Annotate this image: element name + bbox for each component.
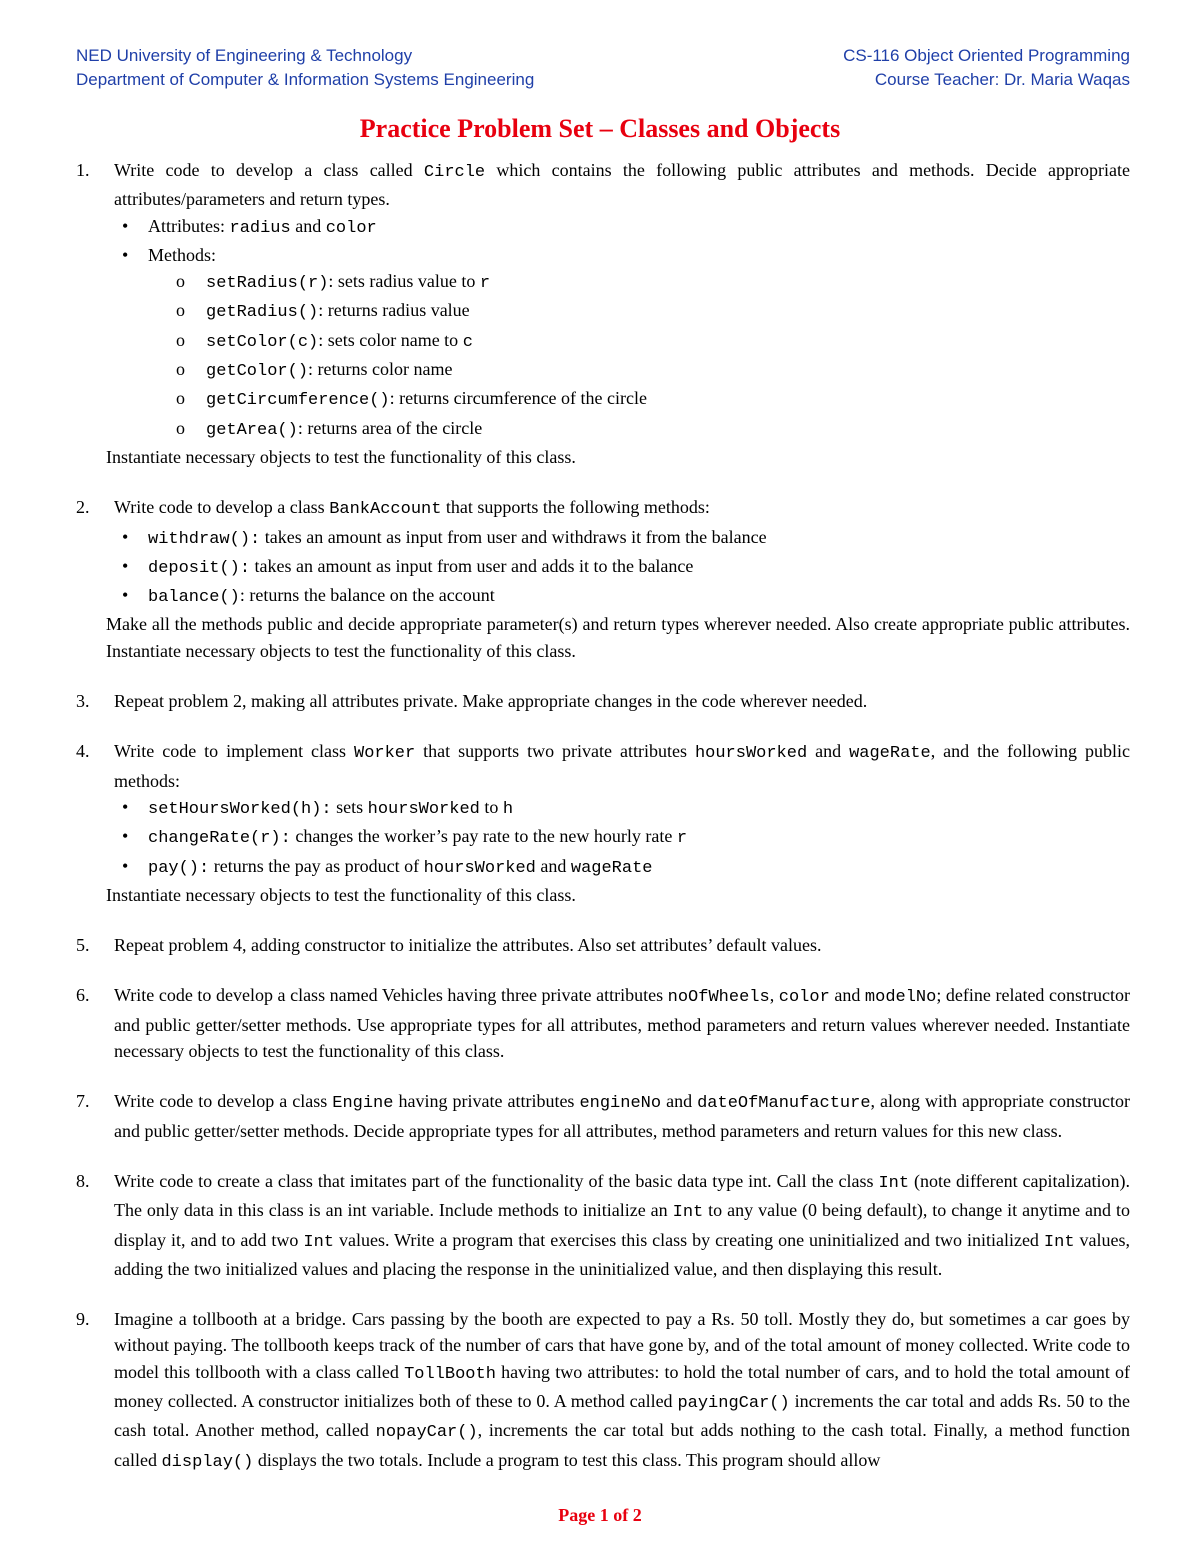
code-identifier: display() <box>161 1452 254 1472</box>
code-identifier: nopayCar() <box>375 1423 478 1443</box>
code-identifier: wageRate <box>570 858 653 878</box>
method-item: o setRadius(r): sets radius value to r <box>176 268 1130 297</box>
code-identifier: color <box>325 218 377 238</box>
problem-number: 3. <box>76 691 90 712</box>
code-identifier: Worker <box>354 744 416 764</box>
code-identifier: Int <box>878 1173 910 1193</box>
problem-text: Write code to develop a class named Vehicles having three private attributes noOfWheels, color and modelNo; define related constructor and public getter/setter methods. Use appropriate types for all attributes, method parameters and return values wherever needed. Instantiate necessary objects to test the functionality of this class. <box>114 985 1130 1062</box>
code-identifier: setHoursWorked(h): <box>148 799 332 819</box>
list-item <box>122 242 1130 444</box>
problem-text: Imagine a tollbooth at a bridge. Cars passing by the booth are expected to pay a Rs. 50 toll. Mostly they do, but sometimes a car goes by without paying. The tollbooth keeps track of the number of cars that have gone by, and of the total amount of money collected. Write code to model this tollbooth with a class called TollBooth having two attributes: to hold the total number of cars, and to hold the total amount of money collected. A constructor initializes both of these to 0. A method called payingCar() increments the car total and adds Rs. 50 to the cash total. Another method, called nopayCar(), increments the car total but adds nothing to the cash total. Finally, a method function called display() displays the two totals. Include a program to test this class. This program should allow <box>114 1309 1131 1472</box>
code-identifier: Int <box>1043 1232 1075 1252</box>
code-identifier: dateOfManufacture <box>697 1094 871 1114</box>
course-name: CS-116 Object Oriented Programming <box>843 46 1130 65</box>
method-item: o getCircumference(): returns circumference of the circle <box>176 385 1130 414</box>
problem-instruction: Instantiate necessary objects to test the functionality of this class. <box>106 884 576 905</box>
problem-number: 8. <box>76 1170 90 1191</box>
code-identifier: BankAccount <box>329 500 442 520</box>
code-identifier: getArea() <box>206 420 298 440</box>
list-item: • Attributes: radius and color <box>122 213 1130 242</box>
problem-number: 6. <box>76 985 90 1006</box>
list-item: • setHoursWorked(h): sets hoursWorked to h <box>122 794 1130 823</box>
problem-7 <box>76 1088 1130 1144</box>
problem-number: 7. <box>76 1091 90 1112</box>
code-identifier: radius <box>229 218 291 238</box>
list-item: • withdraw(): takes an amount as input from user and withdraws it from the balance <box>122 524 1130 553</box>
list-item-label: Methods: <box>148 244 217 265</box>
code-identifier: h <box>502 799 514 819</box>
problem-list <box>76 157 1130 1476</box>
problem-5 <box>76 932 1130 958</box>
attribute-method-list <box>114 213 1130 444</box>
code-identifier: r <box>479 274 491 294</box>
code-identifier: Circle <box>423 163 486 182</box>
code-identifier: Int <box>672 1203 704 1223</box>
code-identifier: deposit(): <box>148 558 251 578</box>
problem-number: 2. <box>76 497 90 518</box>
code-identifier: noOfWheels <box>667 988 770 1008</box>
list-item: • balance(): returns the balance on the account <box>122 582 1130 611</box>
problem-4 <box>76 738 1130 908</box>
problem-number: 9. <box>76 1309 90 1330</box>
problem-text: Repeat problem 4, adding constructor to initialize the attributes. Also set attributes’ default values. <box>114 935 822 956</box>
problem-2 <box>76 494 1130 664</box>
code-identifier: color <box>778 988 830 1008</box>
problem-3 <box>76 688 1130 714</box>
code-identifier: getCircumference() <box>206 391 390 411</box>
problem-number: 4. <box>76 741 90 762</box>
code-identifier: wageRate <box>849 744 931 764</box>
code-identifier: setRadius(r) <box>206 274 329 294</box>
problem-text: Write code to implement class Worker that supports two private attributes hoursWorked and wageRate, and the following public methods: <box>114 741 1131 791</box>
list-item: • pay(): returns the pay as product of hoursWorked and wageRate <box>122 853 1130 882</box>
problem-text: Repeat problem 2, making all attributes private. Make appropriate changes in the code wherever needed. <box>114 691 868 712</box>
problem-text: Write code to create a class that imitates part of the functionality of the basic data type int. Call the class Int (note different capitalization). The only data in this class is an int variable. Include methods to initialize an Int to any value (0 being default), to change it anytime and to display it, and to add two Int values. Write a program that exercises this class by creating one uninitialized and two initialized Int values, adding the two initialized values and placing the response in the uninitialized value, and then displaying this result. <box>114 1170 1131 1279</box>
course-teacher: Course Teacher: Dr. Maria Waqas <box>874 70 1130 89</box>
page-number: Page 1 of 2 <box>558 1505 642 1525</box>
problem-1 <box>76 157 1130 470</box>
code-identifier: withdraw(): <box>148 529 261 549</box>
method-item: o getRadius(): returns radius value <box>176 297 1130 326</box>
code-identifier: engineNo <box>579 1094 662 1114</box>
code-identifier: changeRate(r): <box>148 829 291 849</box>
method-list <box>114 794 1130 882</box>
code-identifier: getRadius() <box>206 303 319 323</box>
problem-instruction: Instantiate necessary objects to test the functionality of this class. <box>106 446 576 467</box>
problem-text: Write code to develop a class Engine having private attributes engineNo and dateOfManufacture, along with appropriate constructor and public getter/setter methods. Decide appropriate types for all attributes, method parameters and return values for this new class. <box>114 1091 1130 1141</box>
header-left <box>76 44 534 92</box>
department-name: Department of Computer & Information Systems Engineering <box>76 70 535 89</box>
method-item: o setColor(c): sets color name to c <box>176 327 1130 356</box>
university-name: NED University of Engineering & Technology <box>76 46 413 65</box>
method-item: o getColor(): returns color name <box>176 356 1130 385</box>
code-identifier: hoursWorked <box>367 799 480 819</box>
method-item: o getArea(): returns area of the circle <box>176 415 1130 444</box>
code-identifier: hoursWorked <box>423 858 536 878</box>
method-list <box>114 524 1130 612</box>
problem-number: 1. <box>76 160 90 180</box>
code-identifier: TollBooth <box>404 1364 496 1384</box>
problem-text: Write code to develop a class BankAccount that supports the following methods: <box>114 497 710 520</box>
problem-8 <box>76 1168 1130 1282</box>
code-identifier: c <box>462 332 473 352</box>
code-identifier: Engine <box>332 1094 394 1114</box>
code-identifier: Int <box>303 1232 334 1252</box>
code-identifier: setColor(c) <box>206 332 319 352</box>
problem-6 <box>76 982 1130 1064</box>
problem-9 <box>76 1306 1130 1476</box>
problem-text: Write code to develop a class called Circle which contains the following public attributes and methods. Decide appropriate attributes/parameters and return types. <box>114 160 1130 210</box>
code-identifier: r <box>676 829 688 849</box>
code-identifier: modelNo <box>864 988 937 1008</box>
page-title: Practice Problem Set – Classes and Objects <box>359 114 841 143</box>
code-identifier: pay(): <box>148 858 210 878</box>
problem-instruction: Make all the methods public and decide appropriate parameter(s) and return types wherever needed. Also create appropriate public attributes. Instantiate necessary objects to test the functionality of this class. <box>106 614 1130 661</box>
list-item: • changeRate(r): changes the worker’s pay rate to the new hourly rate r <box>122 823 1130 852</box>
code-identifier: payingCar() <box>677 1393 790 1413</box>
problem-number: 5. <box>76 935 90 956</box>
list-item: • deposit(): takes an amount as input from user and adds it to the balance <box>122 553 1130 582</box>
header-right <box>843 44 1130 92</box>
code-identifier: balance() <box>148 588 240 608</box>
code-identifier: getColor() <box>206 362 309 382</box>
code-identifier: hoursWorked <box>694 744 808 764</box>
method-list <box>148 268 1130 444</box>
